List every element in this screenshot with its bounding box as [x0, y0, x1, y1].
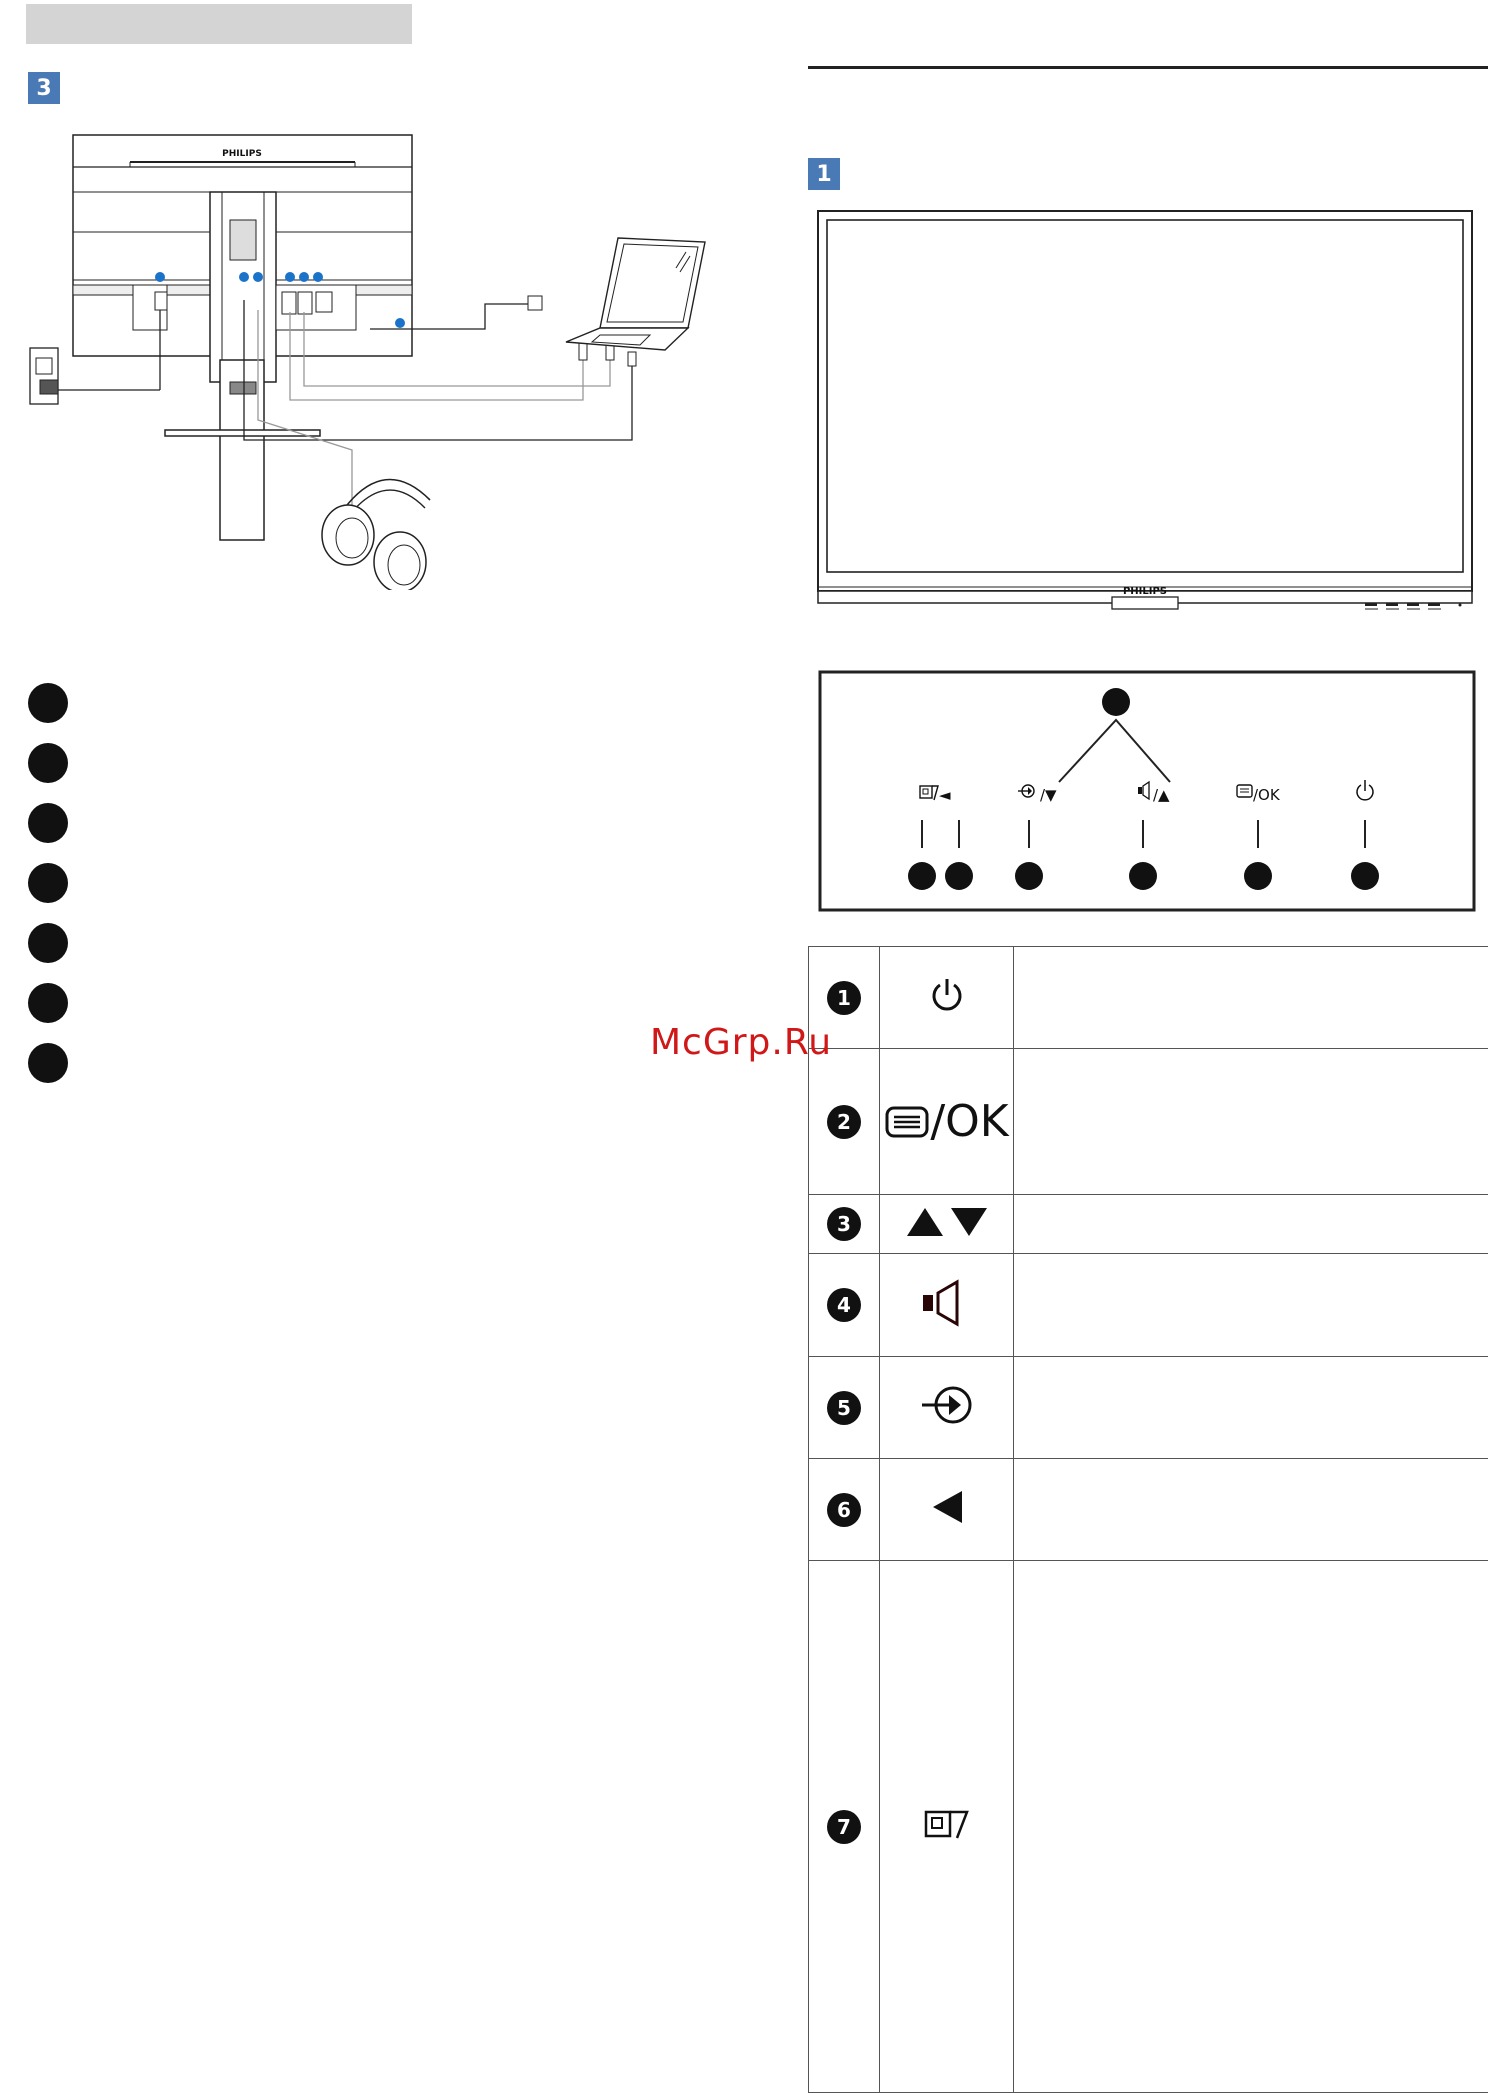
left-arrow-icon — [930, 1488, 964, 1526]
callout-bullet-7 — [28, 1043, 68, 1083]
row-number-cell — [809, 1561, 880, 2093]
icon-cell — [880, 1195, 1014, 1254]
step-badge-1: 1 — [808, 158, 840, 190]
table-row — [809, 1049, 1488, 1195]
description-cell — [1014, 1561, 1488, 2093]
description-cell — [1014, 1254, 1488, 1357]
icon-cell — [880, 1459, 1014, 1561]
icon-cell — [880, 1049, 1014, 1195]
monitor-front-logo: PHILIPS — [1123, 586, 1167, 597]
connection-diagram — [0, 120, 740, 590]
callout-circle-1 — [1351, 862, 1379, 890]
callout-circle-4 — [1129, 862, 1157, 890]
callout-bullet-2 — [28, 743, 68, 783]
callout-circle-7 — [908, 862, 936, 890]
control-panel-diagram — [818, 670, 1478, 920]
callout-circle-6 — [945, 862, 973, 890]
icon-cell — [880, 1254, 1014, 1357]
row-number-badge: 2 — [827, 1105, 861, 1139]
description-cell — [1014, 1195, 1488, 1254]
callout-circle-2 — [1244, 862, 1272, 890]
power-icon — [928, 976, 966, 1014]
input-icon — [919, 1383, 975, 1427]
label-left-arrow: ◄ — [939, 786, 951, 804]
description-cell — [1014, 1459, 1488, 1561]
row-number-badge: 4 — [827, 1288, 861, 1322]
monitor-back-logo: PHILIPS — [222, 149, 262, 159]
table-row — [809, 1561, 1488, 2093]
row-number-badge: 5 — [827, 1391, 861, 1425]
row-number-cell — [809, 1049, 880, 1195]
up-arrow-icon — [907, 1208, 943, 1236]
row-number-cell — [809, 1357, 880, 1459]
callout-circle-5 — [1015, 862, 1043, 890]
description-cell — [1014, 1357, 1488, 1459]
down-arrow-icon — [951, 1208, 987, 1236]
table-row — [809, 1357, 1488, 1459]
table-row — [809, 1459, 1488, 1561]
menu-icon — [884, 1105, 930, 1139]
description-cell — [1014, 1049, 1488, 1195]
icon-cell — [880, 1561, 1014, 2093]
ok-label: /OK — [930, 1096, 1008, 1147]
row-number-cell — [809, 1254, 880, 1357]
row-number-cell — [809, 1459, 880, 1561]
callout-bullet-5 — [28, 923, 68, 963]
table-row — [809, 1195, 1488, 1254]
callout-bullet-4 — [28, 863, 68, 903]
smartimage-icon — [923, 1804, 971, 1844]
row-number-cell — [809, 1195, 880, 1254]
step-badge-3: 3 — [28, 72, 60, 104]
monitor-front-illustration — [810, 205, 1480, 615]
description-cell — [1014, 947, 1488, 1049]
row-number-badge: 3 — [827, 1207, 861, 1241]
table-row — [809, 1254, 1488, 1357]
section-header-bar — [26, 4, 412, 44]
row-number-badge: 1 — [827, 981, 861, 1015]
callout-bullet-1 — [28, 683, 68, 723]
watermark-text: McGrp.Ru — [650, 1022, 832, 1063]
label-up-arrow: /▲ — [1153, 786, 1170, 804]
table-row — [809, 947, 1488, 1049]
icon-cell — [880, 1357, 1014, 1459]
callout-bullet-3 — [28, 803, 68, 843]
callout-circle-top — [1102, 688, 1130, 716]
control-keys-table — [808, 946, 1488, 2093]
section-divider — [808, 66, 1488, 69]
row-number-badge: 7 — [827, 1810, 861, 1844]
label-down-arrow: /▼ — [1040, 786, 1057, 804]
up-down-arrows-icon — [903, 1205, 991, 1239]
row-number-badge: 6 — [827, 1493, 861, 1527]
callout-bullet-6 — [28, 983, 68, 1023]
icon-cell — [880, 947, 1014, 1049]
menu-ok-icon — [884, 1096, 1008, 1147]
speaker-icon — [921, 1279, 973, 1327]
label-ok: /OK — [1253, 786, 1281, 804]
